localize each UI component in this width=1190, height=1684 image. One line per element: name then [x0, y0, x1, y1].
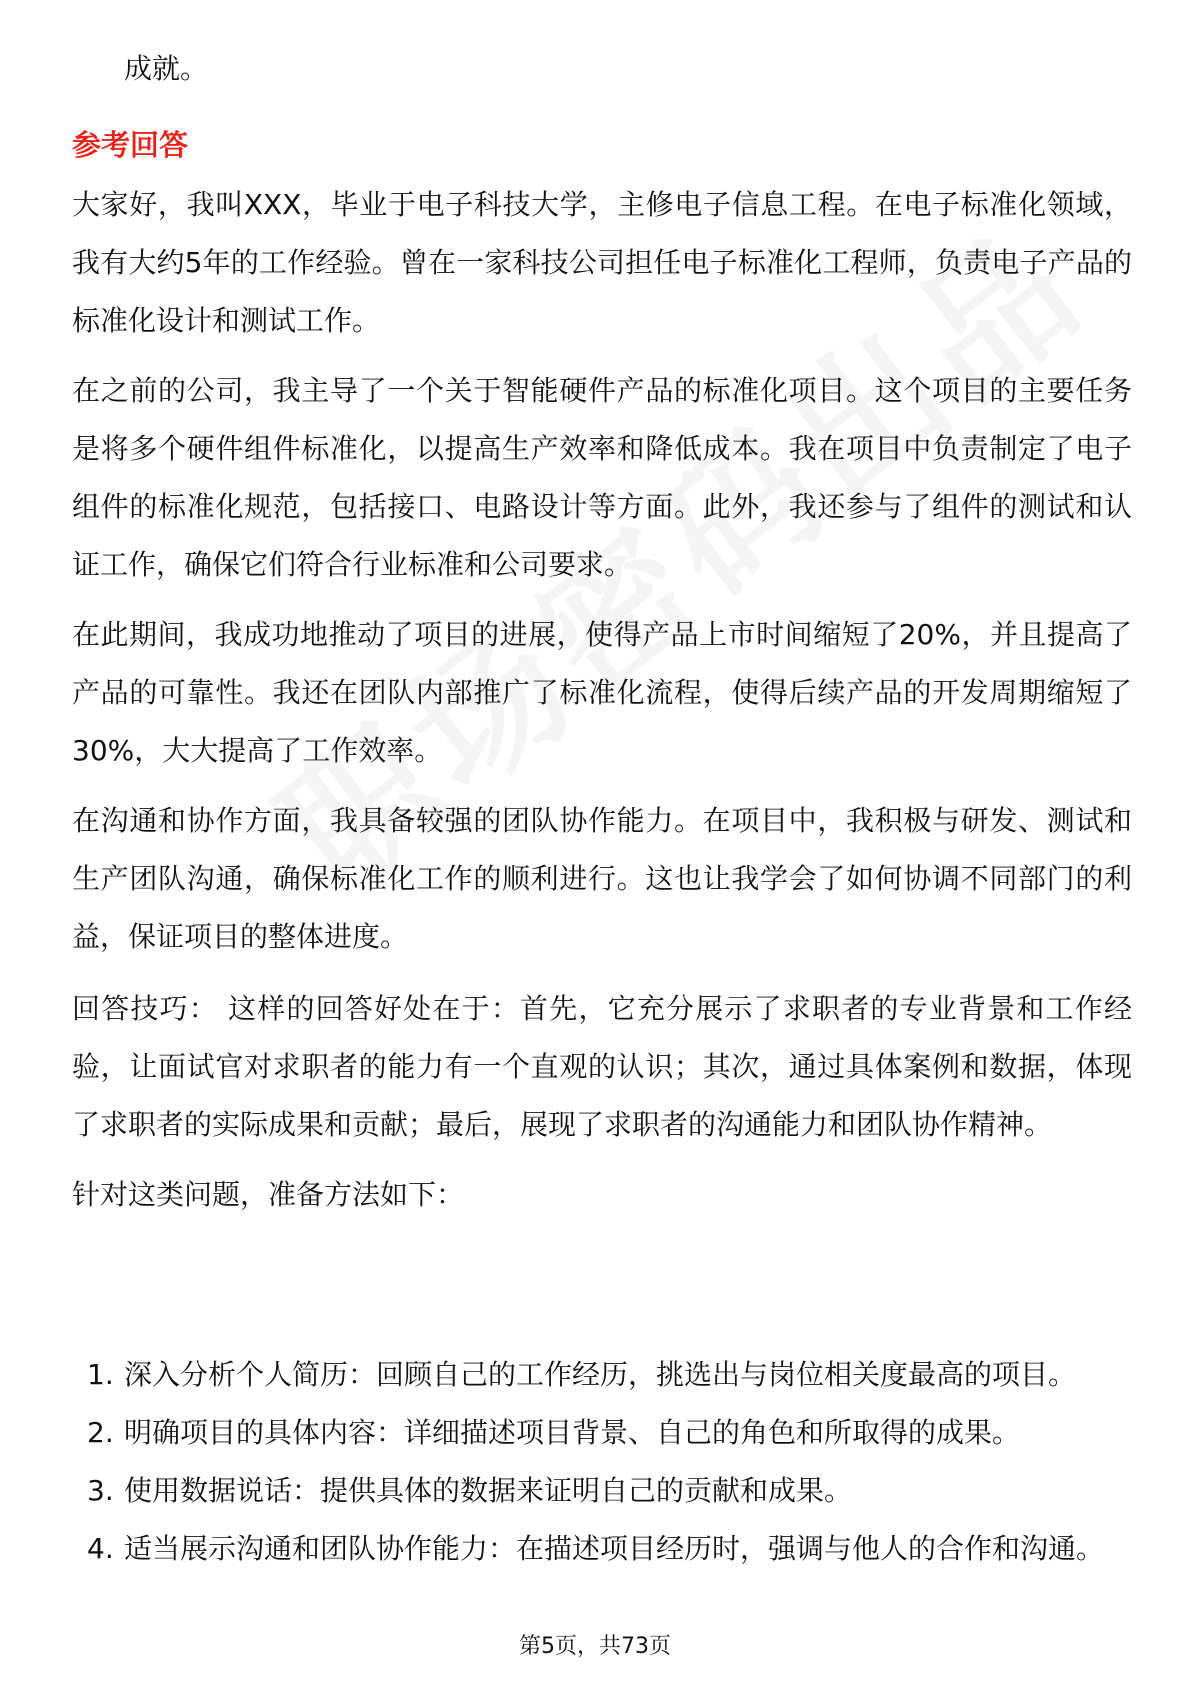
list-item-number: 2.	[87, 1416, 114, 1449]
preparation-list	[72, 1346, 1132, 1578]
list-item-text: 使用数据说话：提供具体的数据来证明自己的贡献和成果。	[124, 1474, 853, 1507]
list-item	[72, 1520, 1132, 1578]
section-heading: 参考回答	[72, 128, 189, 162]
continuation-text: 成就。	[124, 52, 209, 85]
list-item	[72, 1346, 1132, 1404]
list-item-text: 明确项目的具体内容：详细描述项目背景、自己的角色和所取得的成果。	[124, 1416, 1021, 1449]
list-item-text: 适当展示沟通和团队协作能力：在描述项目经历时，强调与他人的合作和沟通。	[124, 1532, 1105, 1565]
page-footer: 第5页，共73页	[519, 1634, 671, 1659]
paragraph-intro: 大家好，我叫XXX，毕业于电子科技大学，主修电子信息工程。在电子标准化领域，我有大约5年的工作经验。曾在一家科技公司担任电子标准化工程师，负责电子产品的标准化设计和测试工作。	[72, 188, 1132, 337]
list-item	[72, 1462, 1132, 1520]
list-item	[72, 1404, 1132, 1462]
list-item-number: 1.	[87, 1358, 114, 1391]
paragraph-tips: 回答技巧： 这样的回答好处在于：首先，它充分展示了求职者的专业背景和工作经验，让面试官对求职者的能力有一个直观的认识；其次，通过具体案例和数据，体现了求职者的实际成果和贡献；最后，展现了求职者的沟通能力和团队协作精神。	[72, 992, 1132, 1141]
list-item-text: 深入分析个人简历：回顾自己的工作经历，挑选出与岗位相关度最高的项目。	[124, 1358, 1077, 1391]
list-item-number: 3.	[87, 1474, 114, 1507]
paragraph-preparation: 针对这类问题，准备方法如下：	[72, 1178, 465, 1211]
paragraph-results: 在此期间，我成功地推动了项目的进展，使得产品上市时间缩短了20%，并且提高了产品的可靠性。我还在团队内部推广了标准化流程，使得后续产品的开发周期缩短了30%，大大提高了工作效率。	[72, 618, 1132, 767]
list-item-number: 4.	[87, 1532, 114, 1565]
paragraph-project: 在之前的公司，我主导了一个关于智能硬件产品的标准化项目。这个项目的主要任务是将多个硬件组件标准化，以提高生产效率和降低成本。我在项目中负责制定了电子组件的标准化规范，包括接口、电路设计等方面。此外，我还参与了组件的测试和认证工作，确保它们符合行业标准和公司要求。	[72, 374, 1132, 581]
paragraph-collaboration: 在沟通和协作方面，我具备较强的团队协作能力。在项目中，我积极与研发、测试和生产团队沟通，确保标准化工作的顺利进行。这也让我学会了如何协调不同部门的利益，保证项目的整体进度。	[72, 804, 1132, 953]
